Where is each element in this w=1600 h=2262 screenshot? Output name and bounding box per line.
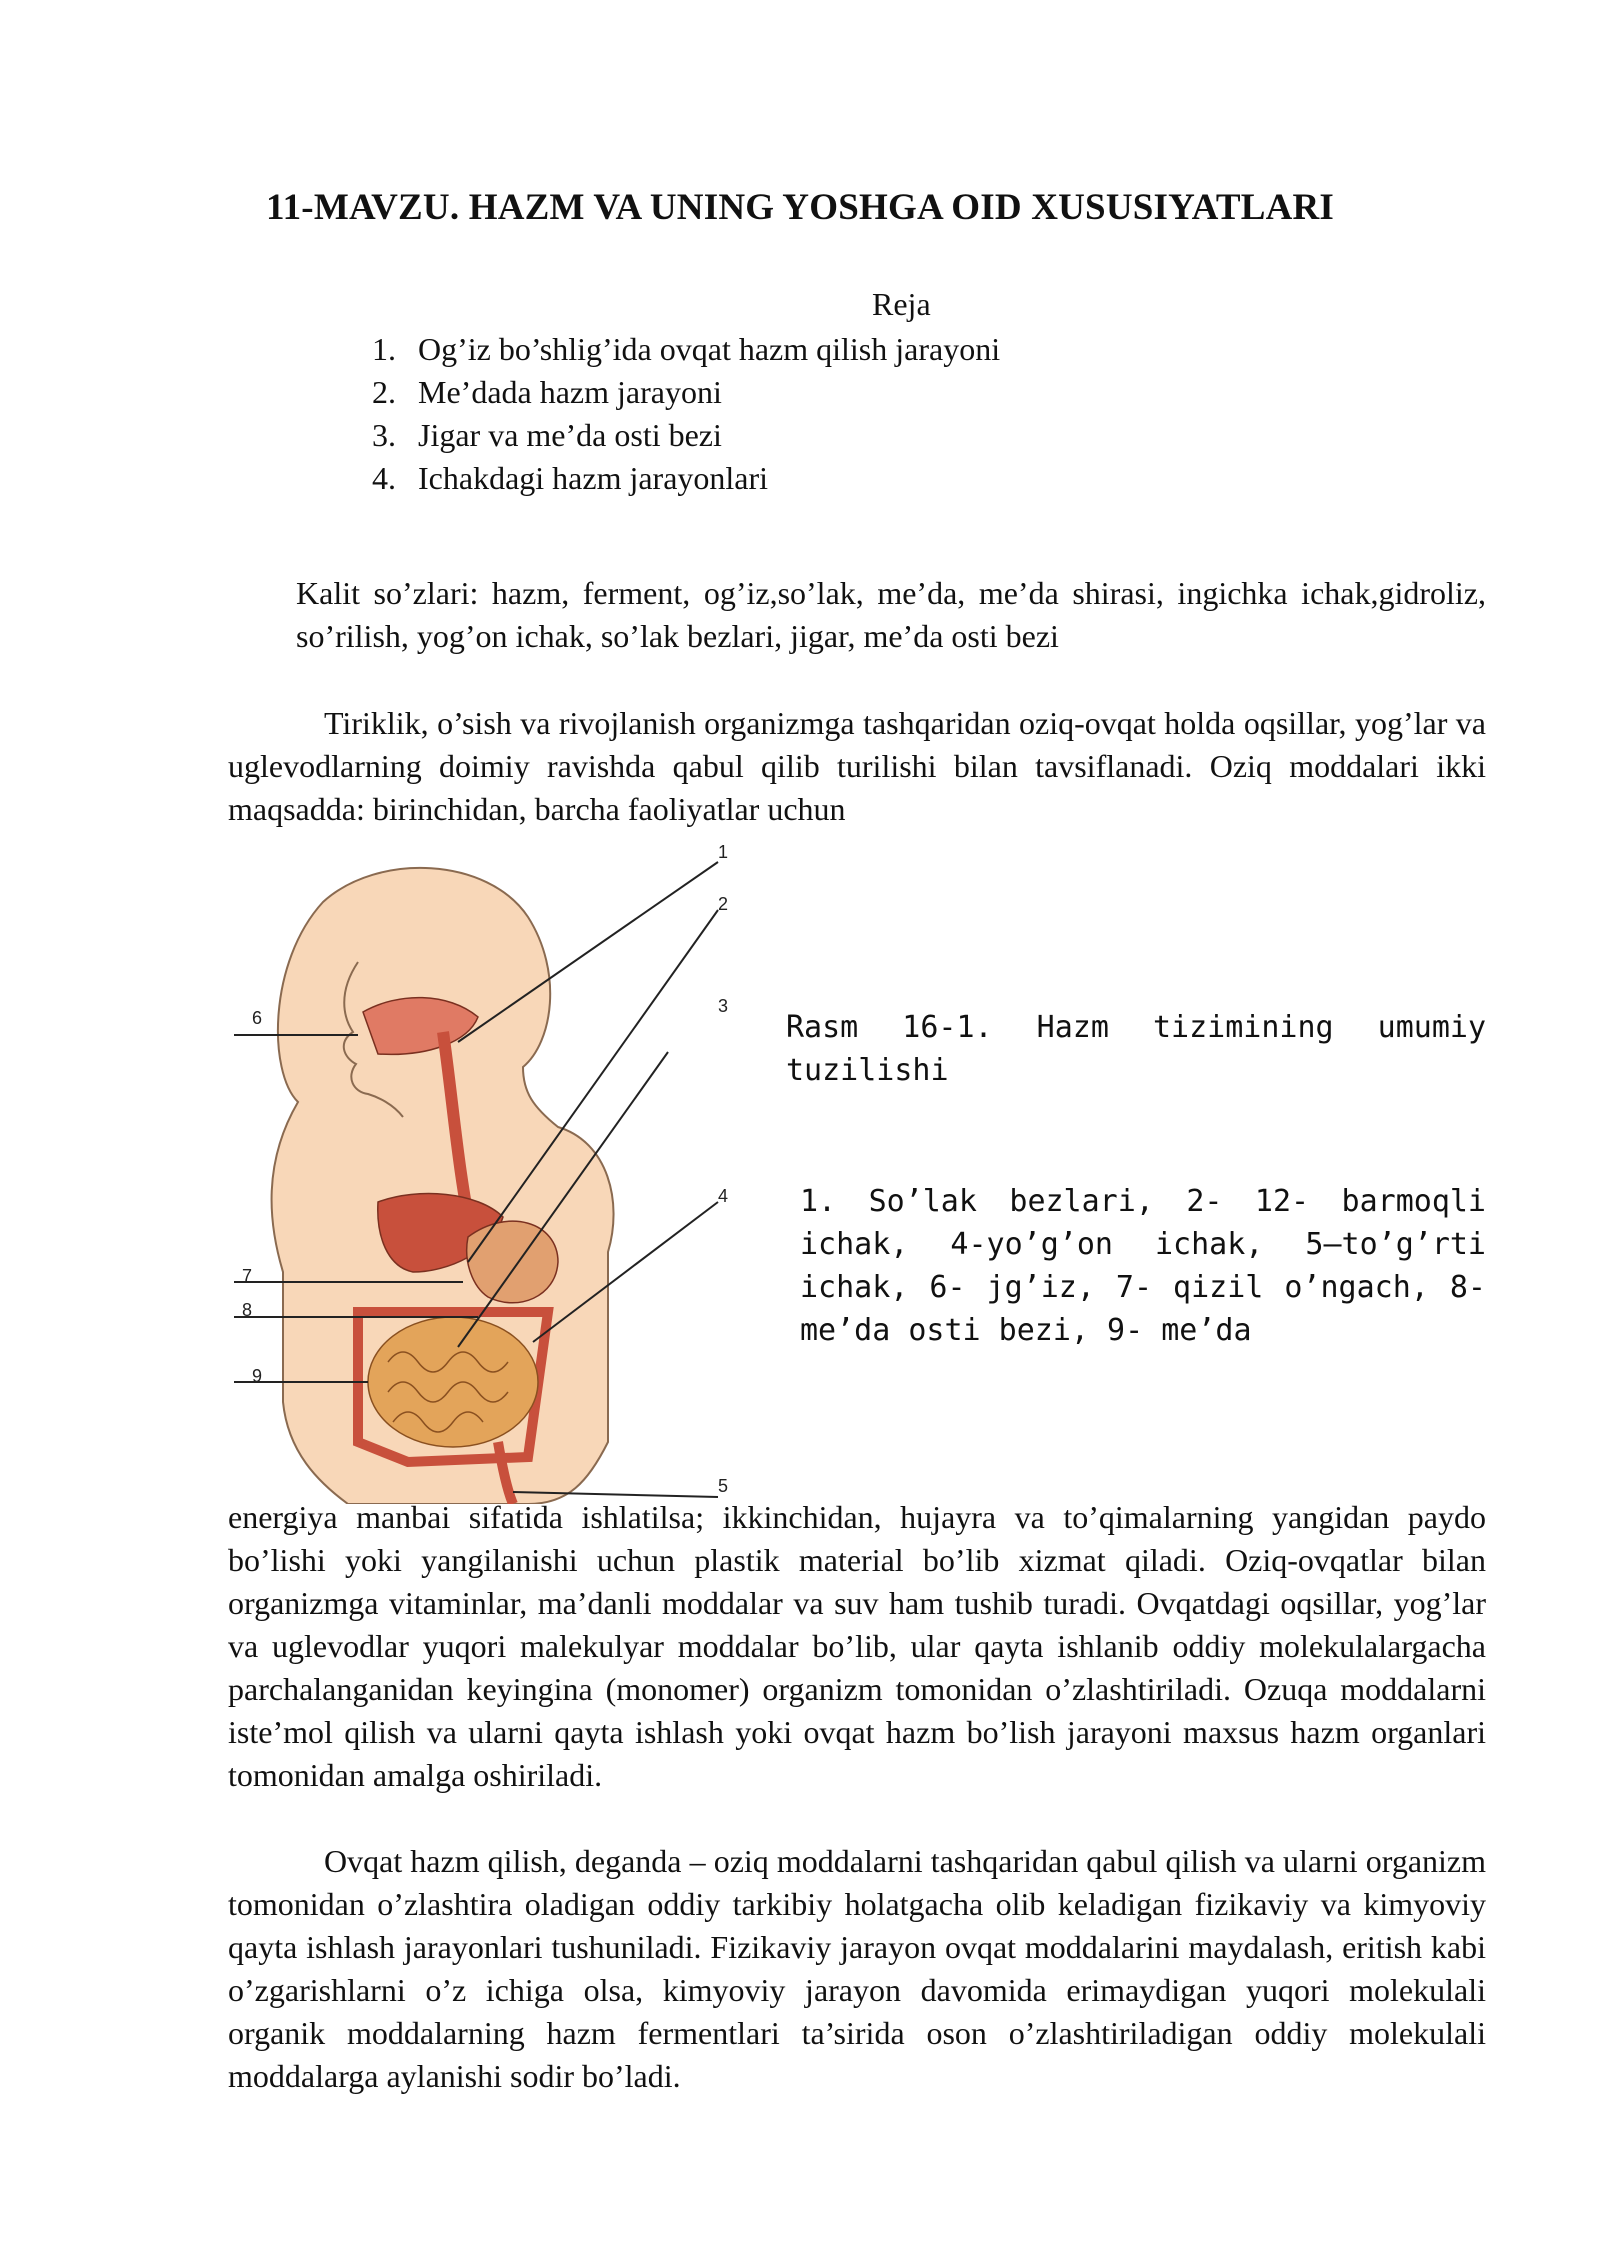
plan-item-number: 2. xyxy=(372,374,396,410)
digestive-system-illustration xyxy=(228,842,738,1504)
plan-item-text: Ichakdagi hazm jarayonlari xyxy=(418,460,769,496)
figure-number-4: 4 xyxy=(718,1186,729,1206)
figure-number-8: 8 xyxy=(242,1300,253,1320)
plan-item xyxy=(372,457,1000,500)
keywords: Kalit so’zlari: hazm, ferment, og’iz,so’lak, me’da, me’da shirasi, ingichka ichak,gidroliz, so’rilish, yog’on ichak, so’lak bezlari, jigar, me’da osti bezi xyxy=(296,575,1486,654)
plan-item xyxy=(372,414,1000,457)
page-title: 11-MAVZU. HAZM VA UNING YOSHGA OID XUSUSIYATLARI xyxy=(265,187,1335,228)
plan-item-text: Jigar va me’da osti bezi xyxy=(418,417,722,453)
figure-number-5: 5 xyxy=(718,1476,729,1496)
figure-number-7: 7 xyxy=(242,1266,253,1286)
plan-item xyxy=(372,371,1000,414)
figure-number-6: 6 xyxy=(252,1008,263,1028)
plan-item-text: Og’iz bo’shlig’ida ovqat hazm qilish jarayoni xyxy=(418,331,1001,367)
stomach xyxy=(467,1221,558,1303)
body-paragraph: energiya manbai sifatida ishlatilsa; ikkinchidan, hujayra va to’qimalarning yangidan paydo bo’lishi yoki yangilanishi uchun plastik material bo’lib xizmat qiladi. Oziq-ovqatlar bilan organizmga vitaminlar, ma’danli moddalar va suv ham tushib turadi. Ovqatdagi oqsillar, yog’lar va uglevodlar yuqori malekulyar moddalar bo’lib, ular qayta ishlanib oddiy molekulalargacha parchalanganidan keyingina (monomer) organizm tomonidan o’zlashtiriladi. Ozuqa moddalarni iste’mol qilish va ularni qayta ishlash yoki ovqat hazm bo’lish jarayoni maxsus hazm organlari tomonidan amalga oshiriladi. xyxy=(228,1499,1486,1793)
plan-item xyxy=(372,328,1000,371)
plan-list xyxy=(372,328,1000,500)
figure-legend: 1. So’lak bezlari, 2- 12- barmoqli ichak, 4-yo’g’on ichak, 5—to’g’rti ichak, 6- jg’iz, 7- qizil o’ngach, 8- me’da osti bezi, 9- me’da xyxy=(800,1184,1486,1348)
plan-item-number: 1. xyxy=(372,331,396,367)
plan-heading: Reja xyxy=(872,286,931,322)
plan-item-number: 3. xyxy=(372,417,396,453)
intro-paragraph-text: Tiriklik, o’sish va rivojlanish organizmga tashqaridan oziq-ovqat holda oqsillar, yog’lar va uglevodlarning doimiy ravishda qabul qilib turilishi bilan tavsiflanadi. Oziq moddalari ikki maqsadda: birinchidan, barcha faoliyatlar uchun xyxy=(228,705,1486,827)
plan-item-number: 4. xyxy=(372,460,396,496)
figure-number-2: 2 xyxy=(718,894,729,914)
plan-item-text: Me’dada hazm jarayoni xyxy=(418,374,722,410)
digestive-system-figure xyxy=(228,842,738,1504)
small-intestine xyxy=(368,1317,538,1447)
intro-paragraph xyxy=(228,702,1486,831)
figure-number-1: 1 xyxy=(718,842,729,862)
figure-number-3: 3 xyxy=(718,996,729,1016)
figure-caption: Rasm 16-1. Hazm tizimining umumiy tuzilishi xyxy=(786,1010,1486,1088)
figure-number-9: 9 xyxy=(252,1366,263,1386)
definition-paragraph-text: Ovqat hazm qilish, deganda – oziq moddalarni tashqaridan qabul qilish va ularni organizm tomonidan o’zlashtira oladigan oddiy tarkibiy holatgacha olib keladigan fizikaviy va kimyoviy qayta ishlash jarayonlari tushuniladi. Fizikaviy jarayon ovqat moddalarini maydalash, eritish kabi o’zgarishlarni o’z ichiga olsa, kimyoviy jarayon davomida erimaydigan yuqori molekulali organik moddalarning hazm fermentlari ta’sirida oson o’zlashtiriladigan oddiy molekulali moddalarga aylanishi sodir bo’ladi. xyxy=(228,1843,1486,2094)
definition-paragraph xyxy=(228,1840,1486,2098)
